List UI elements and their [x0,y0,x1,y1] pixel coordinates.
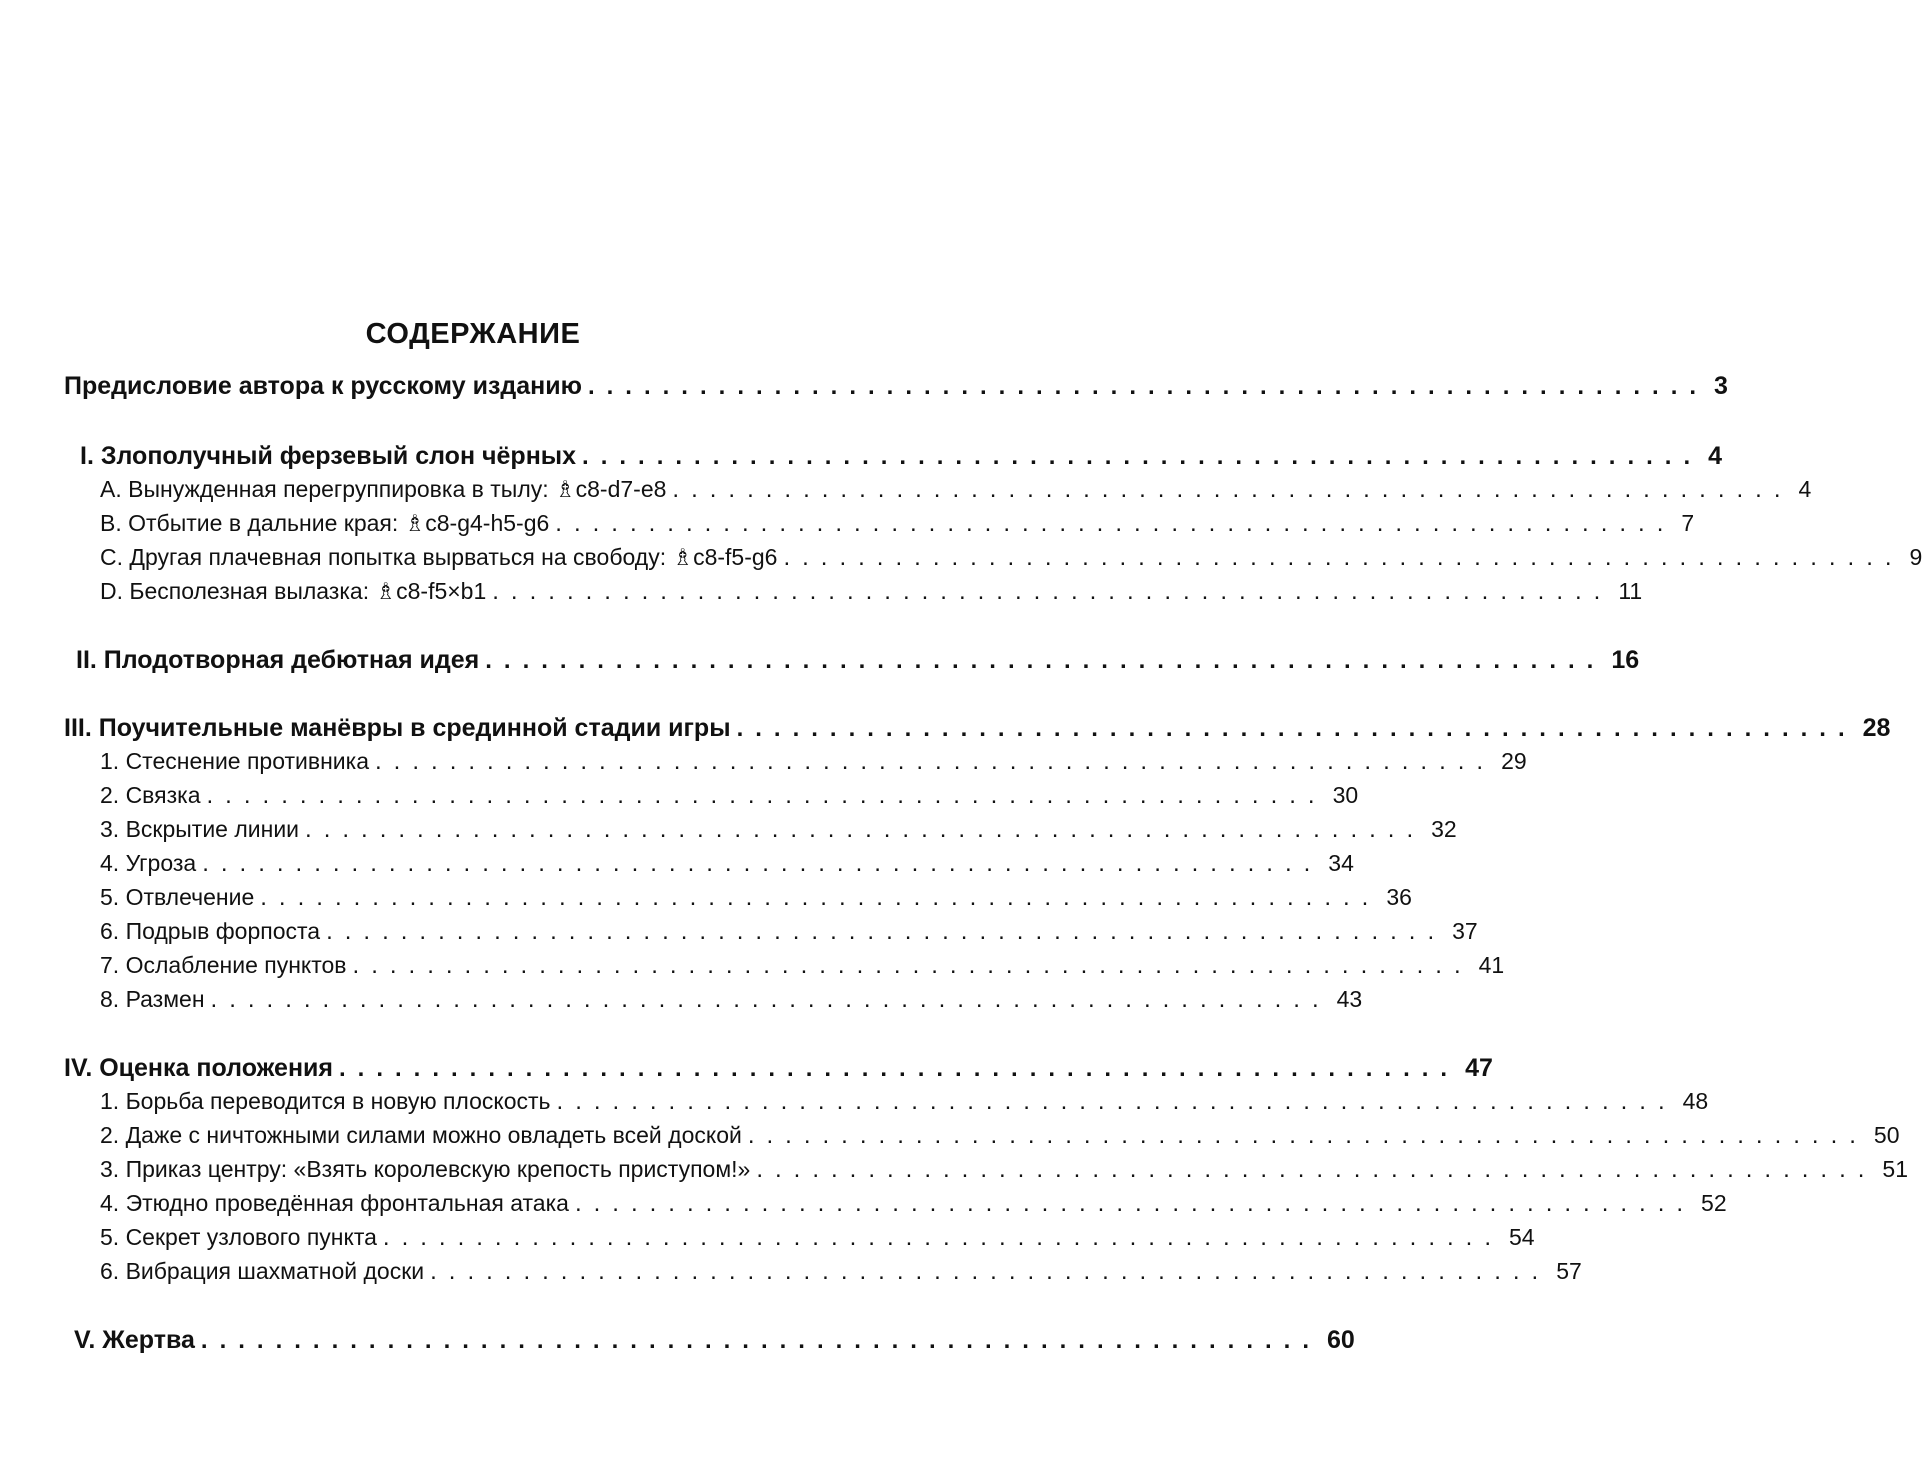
toc-section[interactable] [0,850,1354,884]
toc-page-number: 16 [1611,646,1640,674]
toc-section[interactable] [0,1258,1582,1292]
leader-dots: ............................................................ [210,986,1331,1013]
toc-entry-title: 4. Угроза [100,850,197,876]
toc-section[interactable] [0,1224,1535,1258]
leader-dots: ............................................................ [587,373,1709,400]
toc-page-number: 57 [1556,1258,1582,1284]
toc-entry-title: Предисловие автора к русскому изданию [64,372,582,400]
leader-dots: ............................................................ [305,816,1426,843]
toc-page-number: 32 [1431,816,1457,842]
toc-chapter[interactable] [0,442,1723,476]
leader-dots: ............................................................ [352,952,1473,979]
toc-page-number: 29 [1501,748,1527,774]
toc-page-number: 54 [1508,1224,1535,1250]
leader-dots: ............................................................ [672,476,1793,503]
leader-dots: ............................................................ [326,918,1447,945]
leader-dots: ............................................................ [736,715,1857,742]
toc-entry-title: 4. Этюдно проведённая фронтальная атака [100,1190,569,1216]
toc-entry-title: 1. Стеснение противника [100,748,370,774]
toc-page-number: 7 [1681,510,1695,536]
toc-page-number: 34 [1328,850,1354,876]
toc-entry-title: II. Плодотворная дебютная идея [76,646,480,674]
toc-chapter[interactable] [0,1054,1493,1088]
toc-section[interactable] [0,1122,1900,1156]
leader-dots: ............................................................ [574,1190,1696,1217]
leader-dots: ............................................................ [339,1055,1460,1082]
leader-dots: ............................................................ [206,782,1327,809]
toc-page-number: 52 [1701,1190,1727,1216]
toc-section[interactable] [0,1156,1908,1190]
leader-dots: ............................................................ [382,1224,1503,1251]
toc-chapter[interactable] [0,646,1640,680]
leader-dots: ............................................................ [783,544,1904,571]
leader-dots: ............................................................ [556,1088,1677,1115]
toc-entry-title: 5. Секрет узлового пункта [100,1224,377,1250]
toc-section[interactable] [0,544,1922,578]
toc-section[interactable] [0,816,1457,850]
toc-page-number: 60 [1326,1326,1355,1354]
toc-page-number: 43 [1336,986,1363,1012]
toc-entry-title: 5. Отвлечение [100,884,255,910]
toc-entry-title: 8. Размен [100,986,205,1012]
toc-page-number: 37 [1452,918,1478,944]
toc-chapter[interactable] [0,714,1891,748]
leader-dots: ............................................................ [492,578,1613,605]
toc-page-number: 28 [1862,714,1891,742]
toc-entry-title: V. Жертва [74,1326,195,1354]
toc-entry-title: 6. Подрыв форпоста [100,918,321,944]
toc-entry-title: 2. Даже с ничтожными силами можно овладеть всей доской [100,1122,742,1148]
toc-entry-title: 2. Связка [100,782,201,808]
toc-page-number: 30 [1332,782,1359,808]
leader-dots: ............................................................ [756,1156,1877,1183]
leader-dots: ............................................................ [747,1122,1868,1149]
toc-page-number: 4 [1798,476,1812,502]
toc-entry-title: A. Вынужденная перегруппировка в тылу: ♗c8-d7-e8 [100,476,667,502]
toc-section[interactable] [0,918,1478,952]
toc-page-number: 51 [1882,1156,1908,1182]
toc-section[interactable] [0,476,1812,510]
toc-section[interactable] [0,748,1527,782]
toc-page-number: 9 [1909,544,1922,570]
toc-section[interactable] [0,986,1363,1020]
leader-dots: ............................................................ [260,884,1381,911]
toc-entry-title: 3. Приказ центру: «Взять королевскую крепость приступом!» [100,1156,751,1182]
toc-section[interactable] [0,1190,1727,1224]
toc-section[interactable] [0,884,1412,918]
leader-dots: ............................................................ [375,748,1496,775]
toc-entry-title: 1. Борьба переводится в новую плоскость [100,1088,551,1114]
toc-chapter[interactable] [0,372,1728,406]
leader-dots: ............................................................ [582,443,1703,470]
toc-entry-title: 7. Ослабление пунктов [100,952,347,978]
leader-dots: ............................................................ [485,647,1606,674]
leader-dots: ............................................................ [555,510,1676,537]
toc-chapter[interactable] [0,1326,1355,1360]
leader-dots: ............................................................ [202,850,1323,877]
toc-entry-title: 6. Вибрация шахматной доски [100,1258,425,1284]
toc-page-number: 3 [1714,372,1728,400]
toc-entry-title: III. Поучительные манёвры в срединной стадии игры [64,714,731,742]
toc-section[interactable] [0,578,1643,612]
toc-entry-title: I. Злополучный ферзевый слон чёрных [80,442,577,470]
toc-entry-title: C. Другая плачевная попытка вырваться на свободу: ♗c8-f5-g6 [100,544,778,570]
toc-page-number: 41 [1478,952,1505,978]
toc-section[interactable] [0,782,1359,816]
toc-entry-title: B. Отбытие в дальние края: ♗c8-g4-h5-g6 [100,510,550,536]
toc-section[interactable] [0,1088,1709,1122]
leader-dots: ............................................................ [430,1258,1551,1285]
toc-entry-title: IV. Оценка положения [64,1054,333,1082]
toc-page-number: 36 [1386,884,1412,910]
toc-page-number: 11 [1618,578,1643,604]
toc-entry-title: 3. Вскрытие линии [100,816,300,842]
toc-entry-title: D. Бесполезная вылазка: ♗c8-f5×b1 [100,578,487,604]
toc-page-number: 47 [1465,1054,1493,1082]
toc-page-number: 48 [1682,1088,1709,1114]
toc-page-number: 4 [1708,442,1723,470]
toc-section[interactable] [0,510,1695,544]
leader-dots: ............................................................ [200,1327,1321,1354]
toc-page-number: 50 [1873,1122,1900,1148]
page-title: СОДЕРЖАНИЕ [365,318,581,350]
toc-section[interactable] [0,952,1505,986]
